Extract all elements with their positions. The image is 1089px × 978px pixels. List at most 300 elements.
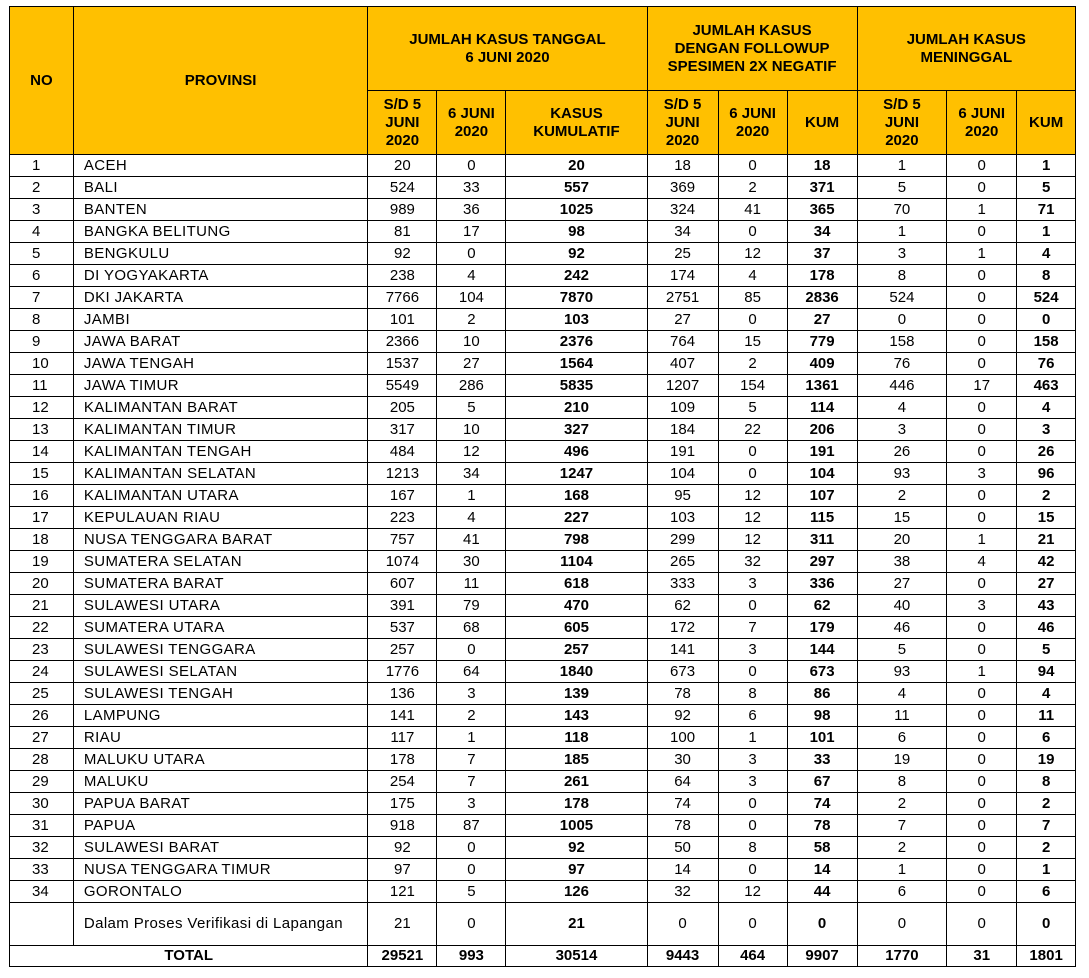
followup-sd5-cell: 333 [647, 573, 718, 595]
deaths-kum-cell: 21 [1017, 529, 1076, 551]
cases-jun6-cell: 27 [437, 353, 506, 375]
row-number: 4 [10, 221, 74, 243]
province-name: SULAWESI BARAT [73, 837, 368, 859]
deaths-jun6-cell: 0 [947, 309, 1017, 331]
cases-kumulatif-cell: 98 [506, 221, 647, 243]
cases-jun6-cell: 10 [437, 419, 506, 441]
table-row [10, 331, 1076, 353]
cases-kumulatif-cell: 118 [506, 727, 647, 749]
table-row [10, 727, 1076, 749]
verification-row [10, 903, 1076, 946]
followup-sd5-cell: 191 [647, 441, 718, 463]
deaths-kum-cell: 2 [1017, 793, 1076, 815]
followup-sd5-cell: 50 [647, 837, 718, 859]
followup-kum-cell: 104 [787, 463, 857, 485]
row-number: 18 [10, 529, 74, 551]
deaths-kum-cell: 4 [1017, 397, 1076, 419]
cases-sd5-cell: 167 [368, 485, 437, 507]
table-row [10, 617, 1076, 639]
followup-sd5-cell: 9443 [647, 946, 718, 967]
cases-kumulatif-cell: 178 [506, 793, 647, 815]
deaths-sd5-cell: 76 [857, 353, 947, 375]
cases-jun6-cell: 30 [437, 551, 506, 573]
cases-kumulatif-cell: 30514 [506, 946, 647, 967]
deaths-sd5-cell: 6 [857, 881, 947, 903]
followup-jun6-cell: 0 [718, 595, 787, 617]
followup-kum-cell: 409 [787, 353, 857, 375]
table-row [10, 793, 1076, 815]
followup-sd5-cell: 109 [647, 397, 718, 419]
row-number: 23 [10, 639, 74, 661]
followup-jun6-cell: 22 [718, 419, 787, 441]
followup-sd5-cell: 299 [647, 529, 718, 551]
followup-sd5-cell: 174 [647, 265, 718, 287]
header-cases-sd5: S/D 5 JUNI 2020 [368, 91, 437, 155]
row-number: 17 [10, 507, 74, 529]
row-number: 27 [10, 727, 74, 749]
cases-sd5-cell: 121 [368, 881, 437, 903]
table-row [10, 243, 1076, 265]
cases-jun6-cell: 0 [437, 639, 506, 661]
deaths-jun6-cell: 0 [947, 265, 1017, 287]
cases-sd5-cell: 989 [368, 199, 437, 221]
deaths-sd5-cell: 1 [857, 155, 947, 177]
followup-kum-cell: 178 [787, 265, 857, 287]
followup-jun6-cell: 0 [718, 661, 787, 683]
cases-jun6-cell: 3 [437, 683, 506, 705]
report-container [9, 6, 1076, 967]
row-number: 34 [10, 881, 74, 903]
followup-sd5-cell: 265 [647, 551, 718, 573]
deaths-jun6-cell: 4 [947, 551, 1017, 573]
cases-jun6-cell: 1 [437, 727, 506, 749]
row-number: 29 [10, 771, 74, 793]
cases-kumulatif-cell: 210 [506, 397, 647, 419]
table-row [10, 287, 1076, 309]
header-followup-jun6: 6 JUNI 2020 [718, 91, 787, 155]
deaths-jun6-cell: 0 [947, 617, 1017, 639]
followup-sd5-cell: 184 [647, 419, 718, 441]
followup-sd5-cell: 32 [647, 881, 718, 903]
table-row [10, 837, 1076, 859]
province-name: KALIMANTAN UTARA [73, 485, 368, 507]
row-number: 33 [10, 859, 74, 881]
followup-kum-cell: 779 [787, 331, 857, 353]
deaths-sd5-cell: 26 [857, 441, 947, 463]
cases-sd5-cell: 223 [368, 507, 437, 529]
province-name: SUMATERA UTARA [73, 617, 368, 639]
cases-kumulatif-cell: 126 [506, 881, 647, 903]
followup-sd5-cell: 74 [647, 793, 718, 815]
cases-jun6-cell: 7 [437, 749, 506, 771]
deaths-kum-cell: 0 [1017, 309, 1076, 331]
deaths-kum-cell: 2 [1017, 485, 1076, 507]
cases-kumulatif-cell: 20 [506, 155, 647, 177]
table-row [10, 485, 1076, 507]
cases-kumulatif-cell: 21 [506, 903, 647, 946]
deaths-kum-cell: 94 [1017, 661, 1076, 683]
followup-sd5-cell: 103 [647, 507, 718, 529]
followup-kum-cell: 311 [787, 529, 857, 551]
followup-sd5-cell: 104 [647, 463, 718, 485]
followup-kum-cell: 336 [787, 573, 857, 595]
followup-kum-cell: 107 [787, 485, 857, 507]
deaths-jun6-cell: 0 [947, 837, 1017, 859]
followup-jun6-cell: 8 [718, 837, 787, 859]
row-number [10, 903, 74, 946]
cases-sd5-cell: 1776 [368, 661, 437, 683]
row-number: 15 [10, 463, 74, 485]
cases-sd5-cell: 257 [368, 639, 437, 661]
table-row [10, 265, 1076, 287]
province-name: SULAWESI TENGAH [73, 683, 368, 705]
followup-jun6-cell: 0 [718, 221, 787, 243]
deaths-kum-cell: 26 [1017, 441, 1076, 463]
table-row [10, 771, 1076, 793]
followup-kum-cell: 18 [787, 155, 857, 177]
deaths-sd5-cell: 2 [857, 485, 947, 507]
followup-kum-cell: 58 [787, 837, 857, 859]
deaths-kum-cell: 5 [1017, 639, 1076, 661]
table-row [10, 463, 1076, 485]
cases-sd5-cell: 1213 [368, 463, 437, 485]
cases-sd5-cell: 1537 [368, 353, 437, 375]
cases-jun6-cell: 0 [437, 155, 506, 177]
cases-kumulatif-cell: 261 [506, 771, 647, 793]
cases-sd5-cell: 136 [368, 683, 437, 705]
cases-sd5-cell: 5549 [368, 375, 437, 397]
deaths-sd5-cell: 38 [857, 551, 947, 573]
row-number: 24 [10, 661, 74, 683]
followup-jun6-cell: 154 [718, 375, 787, 397]
cases-jun6-cell: 2 [437, 705, 506, 727]
province-name: JAWA BARAT [73, 331, 368, 353]
row-number: 21 [10, 595, 74, 617]
header-followup-sd5: S/D 5 JUNI 2020 [647, 91, 718, 155]
followup-kum-cell: 14 [787, 859, 857, 881]
followup-jun6-cell: 4 [718, 265, 787, 287]
deaths-jun6-cell: 0 [947, 441, 1017, 463]
table-row [10, 155, 1076, 177]
deaths-jun6-cell: 0 [947, 749, 1017, 771]
row-number: 16 [10, 485, 74, 507]
deaths-kum-cell: 19 [1017, 749, 1076, 771]
followup-kum-cell: 27 [787, 309, 857, 331]
deaths-kum-cell: 71 [1017, 199, 1076, 221]
deaths-sd5-cell: 15 [857, 507, 947, 529]
followup-jun6-cell: 3 [718, 573, 787, 595]
followup-jun6-cell: 7 [718, 617, 787, 639]
province-name: KALIMANTAN BARAT [73, 397, 368, 419]
table-row [10, 199, 1076, 221]
followup-sd5-cell: 34 [647, 221, 718, 243]
followup-jun6-cell: 15 [718, 331, 787, 353]
cases-kumulatif-cell: 7870 [506, 287, 647, 309]
deaths-jun6-cell: 0 [947, 331, 1017, 353]
cases-sd5-cell: 205 [368, 397, 437, 419]
cases-kumulatif-cell: 97 [506, 859, 647, 881]
header-no: NO [10, 7, 74, 155]
deaths-sd5-cell: 46 [857, 617, 947, 639]
deaths-kum-cell: 7 [1017, 815, 1076, 837]
deaths-sd5-cell: 93 [857, 661, 947, 683]
deaths-jun6-cell: 31 [947, 946, 1017, 967]
followup-sd5-cell: 30 [647, 749, 718, 771]
province-name: DI YOGYAKARTA [73, 265, 368, 287]
followup-jun6-cell: 2 [718, 177, 787, 199]
followup-jun6-cell: 12 [718, 529, 787, 551]
followup-sd5-cell: 407 [647, 353, 718, 375]
cases-sd5-cell: 29521 [368, 946, 437, 967]
province-name: MALUKU UTARA [73, 749, 368, 771]
row-number: 11 [10, 375, 74, 397]
cases-jun6-cell: 41 [437, 529, 506, 551]
province-name: RIAU [73, 727, 368, 749]
cases-sd5-cell: 757 [368, 529, 437, 551]
table-row [10, 815, 1076, 837]
followup-kum-cell: 206 [787, 419, 857, 441]
row-number: 10 [10, 353, 74, 375]
deaths-jun6-cell: 0 [947, 727, 1017, 749]
province-name: SUMATERA SELATAN [73, 551, 368, 573]
deaths-kum-cell: 8 [1017, 771, 1076, 793]
deaths-kum-cell: 43 [1017, 595, 1076, 617]
followup-sd5-cell: 25 [647, 243, 718, 265]
deaths-kum-cell: 6 [1017, 727, 1076, 749]
table-row [10, 705, 1076, 727]
deaths-jun6-cell: 0 [947, 815, 1017, 837]
header-deaths-kum: KUM [1017, 91, 1076, 155]
row-number: 30 [10, 793, 74, 815]
deaths-jun6-cell: 0 [947, 859, 1017, 881]
deaths-kum-cell: 1 [1017, 155, 1076, 177]
cases-jun6-cell: 4 [437, 265, 506, 287]
row-number: 31 [10, 815, 74, 837]
followup-jun6-cell: 0 [718, 903, 787, 946]
followup-sd5-cell: 369 [647, 177, 718, 199]
deaths-sd5-cell: 0 [857, 309, 947, 331]
covid-cases-table [9, 6, 1076, 967]
row-number: 7 [10, 287, 74, 309]
province-name: BANGKA BELITUNG [73, 221, 368, 243]
cases-sd5-cell: 101 [368, 309, 437, 331]
followup-kum-cell: 98 [787, 705, 857, 727]
province-name: JAWA TENGAH [73, 353, 368, 375]
province-name: LAMPUNG [73, 705, 368, 727]
province-name: Dalam Proses Verifikasi di Lapangan [73, 903, 368, 946]
cases-sd5-cell: 918 [368, 815, 437, 837]
deaths-jun6-cell: 0 [947, 221, 1017, 243]
table-row [10, 397, 1076, 419]
cases-jun6-cell: 11 [437, 573, 506, 595]
province-name: KALIMANTAN TIMUR [73, 419, 368, 441]
deaths-kum-cell: 463 [1017, 375, 1076, 397]
deaths-sd5-cell: 70 [857, 199, 947, 221]
followup-kum-cell: 179 [787, 617, 857, 639]
table-row [10, 639, 1076, 661]
followup-sd5-cell: 0 [647, 903, 718, 946]
deaths-sd5-cell: 93 [857, 463, 947, 485]
followup-kum-cell: 673 [787, 661, 857, 683]
cases-jun6-cell: 7 [437, 771, 506, 793]
deaths-sd5-cell: 446 [857, 375, 947, 397]
cases-sd5-cell: 238 [368, 265, 437, 287]
deaths-sd5-cell: 8 [857, 265, 947, 287]
row-number: 6 [10, 265, 74, 287]
cases-kumulatif-cell: 168 [506, 485, 647, 507]
deaths-jun6-cell: 1 [947, 243, 1017, 265]
deaths-sd5-cell: 5 [857, 639, 947, 661]
deaths-kum-cell: 4 [1017, 683, 1076, 705]
followup-sd5-cell: 673 [647, 661, 718, 683]
province-name: KEPULAUAN RIAU [73, 507, 368, 529]
table-row [10, 221, 1076, 243]
cases-sd5-cell: 7766 [368, 287, 437, 309]
cases-sd5-cell: 92 [368, 243, 437, 265]
deaths-sd5-cell: 3 [857, 243, 947, 265]
deaths-kum-cell: 11 [1017, 705, 1076, 727]
deaths-sd5-cell: 19 [857, 749, 947, 771]
cases-jun6-cell: 5 [437, 397, 506, 419]
deaths-sd5-cell: 4 [857, 683, 947, 705]
followup-kum-cell: 33 [787, 749, 857, 771]
followup-jun6-cell: 3 [718, 771, 787, 793]
cases-sd5-cell: 175 [368, 793, 437, 815]
cases-sd5-cell: 141 [368, 705, 437, 727]
cases-jun6-cell: 3 [437, 793, 506, 815]
deaths-sd5-cell: 3 [857, 419, 947, 441]
header-cases-jun6: 6 JUNI 2020 [437, 91, 506, 155]
row-number: 22 [10, 617, 74, 639]
followup-jun6-cell: 12 [718, 485, 787, 507]
cases-jun6-cell: 1 [437, 485, 506, 507]
cases-kumulatif-cell: 1104 [506, 551, 647, 573]
province-name: BANTEN [73, 199, 368, 221]
followup-kum-cell: 101 [787, 727, 857, 749]
cases-jun6-cell: 34 [437, 463, 506, 485]
province-name: GORONTALO [73, 881, 368, 903]
followup-sd5-cell: 78 [647, 815, 718, 837]
cases-kumulatif-cell: 327 [506, 419, 647, 441]
cases-sd5-cell: 81 [368, 221, 437, 243]
header-deaths-sd5: S/D 5 JUNI 2020 [857, 91, 947, 155]
followup-sd5-cell: 27 [647, 309, 718, 331]
deaths-jun6-cell: 0 [947, 793, 1017, 815]
followup-sd5-cell: 764 [647, 331, 718, 353]
total-row [10, 946, 1076, 967]
province-name: PAPUA [73, 815, 368, 837]
cases-kumulatif-cell: 798 [506, 529, 647, 551]
table-row [10, 683, 1076, 705]
cases-sd5-cell: 117 [368, 727, 437, 749]
cases-sd5-cell: 97 [368, 859, 437, 881]
followup-jun6-cell: 0 [718, 309, 787, 331]
row-number: 12 [10, 397, 74, 419]
cases-kumulatif-cell: 5835 [506, 375, 647, 397]
cases-jun6-cell: 4 [437, 507, 506, 529]
cases-jun6-cell: 0 [437, 243, 506, 265]
followup-jun6-cell: 0 [718, 441, 787, 463]
cases-kumulatif-cell: 1005 [506, 815, 647, 837]
followup-jun6-cell: 0 [718, 793, 787, 815]
cases-sd5-cell: 607 [368, 573, 437, 595]
deaths-kum-cell: 1 [1017, 859, 1076, 881]
followup-jun6-cell: 6 [718, 705, 787, 727]
table-row [10, 661, 1076, 683]
followup-kum-cell: 9907 [787, 946, 857, 967]
cases-jun6-cell: 286 [437, 375, 506, 397]
followup-jun6-cell: 3 [718, 639, 787, 661]
cases-sd5-cell: 537 [368, 617, 437, 639]
province-name: KALIMANTAN TENGAH [73, 441, 368, 463]
cases-jun6-cell: 36 [437, 199, 506, 221]
province-name: NUSA TENGGARA BARAT [73, 529, 368, 551]
followup-jun6-cell: 41 [718, 199, 787, 221]
deaths-sd5-cell: 20 [857, 529, 947, 551]
deaths-kum-cell: 2 [1017, 837, 1076, 859]
deaths-sd5-cell: 11 [857, 705, 947, 727]
followup-sd5-cell: 1207 [647, 375, 718, 397]
deaths-sd5-cell: 2 [857, 837, 947, 859]
deaths-jun6-cell: 0 [947, 353, 1017, 375]
followup-jun6-cell: 8 [718, 683, 787, 705]
row-number: 26 [10, 705, 74, 727]
header-deaths-jun6: 6 JUNI 2020 [947, 91, 1017, 155]
followup-kum-cell: 86 [787, 683, 857, 705]
row-number: 20 [10, 573, 74, 595]
followup-kum-cell: 115 [787, 507, 857, 529]
table-row [10, 551, 1076, 573]
followup-kum-cell: 37 [787, 243, 857, 265]
followup-jun6-cell: 32 [718, 551, 787, 573]
deaths-kum-cell: 4 [1017, 243, 1076, 265]
followup-jun6-cell: 85 [718, 287, 787, 309]
followup-jun6-cell: 0 [718, 155, 787, 177]
province-name: SUMATERA BARAT [73, 573, 368, 595]
cases-jun6-cell: 64 [437, 661, 506, 683]
deaths-kum-cell: 42 [1017, 551, 1076, 573]
province-name: SULAWESI SELATAN [73, 661, 368, 683]
table-row [10, 177, 1076, 199]
deaths-kum-cell: 158 [1017, 331, 1076, 353]
deaths-jun6-cell: 3 [947, 463, 1017, 485]
cases-sd5-cell: 1074 [368, 551, 437, 573]
followup-sd5-cell: 324 [647, 199, 718, 221]
deaths-kum-cell: 76 [1017, 353, 1076, 375]
followup-sd5-cell: 172 [647, 617, 718, 639]
followup-sd5-cell: 64 [647, 771, 718, 793]
cases-jun6-cell: 0 [437, 859, 506, 881]
province-name: JAWA TIMUR [73, 375, 368, 397]
followup-sd5-cell: 18 [647, 155, 718, 177]
table-row [10, 595, 1076, 617]
followup-kum-cell: 191 [787, 441, 857, 463]
deaths-jun6-cell: 1 [947, 529, 1017, 551]
cases-jun6-cell: 10 [437, 331, 506, 353]
province-name: BENGKULU [73, 243, 368, 265]
deaths-jun6-cell: 17 [947, 375, 1017, 397]
deaths-jun6-cell: 0 [947, 903, 1017, 946]
deaths-kum-cell: 6 [1017, 881, 1076, 903]
followup-jun6-cell: 12 [718, 881, 787, 903]
cases-jun6-cell: 5 [437, 881, 506, 903]
total-label: TOTAL [10, 946, 368, 967]
cases-jun6-cell: 79 [437, 595, 506, 617]
header-group-followup: JUMLAH KASUS DENGAN FOLLOWUP SPESIMEN 2X NEGATIF [647, 7, 857, 91]
header-cases-kumulatif: KASUS KUMULATIF [506, 91, 647, 155]
cases-kumulatif-cell: 2376 [506, 331, 647, 353]
deaths-sd5-cell: 27 [857, 573, 947, 595]
